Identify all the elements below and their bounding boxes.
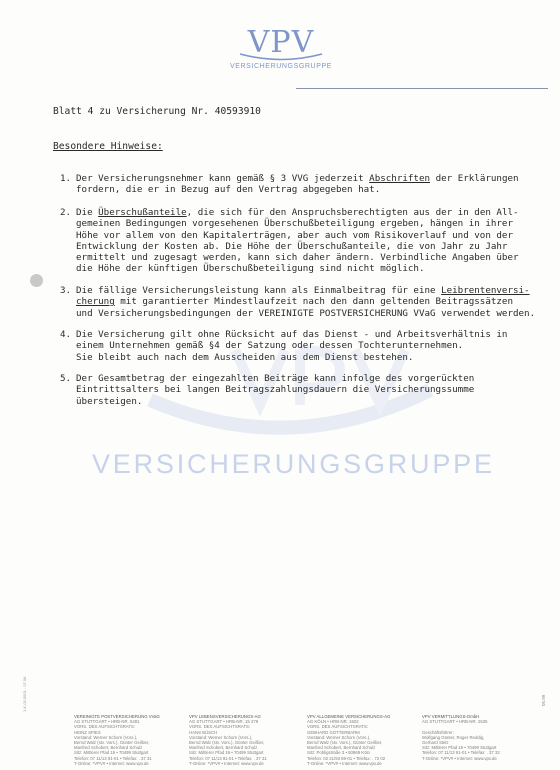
notice-text: die Höhe der künftigen Überschußbeteiligung sind nicht möglich. — [76, 263, 425, 275]
notice-text: Höhe vor allem von den Kapitalerträgen, aber auch vom Risikoverlauf und von der — [76, 229, 513, 241]
notice-line — [76, 296, 530, 307]
notice-line — [76, 307, 536, 319]
notice-text: Die — [76, 207, 99, 218]
footer-line: Sitz: Mittlerer Pfad 19 • 70499 Stuttgart — [422, 745, 497, 751]
notice-number: 3. — [60, 285, 72, 296]
footer-line: HANS BÜSCH — [189, 729, 218, 735]
notice-item — [60, 207, 530, 275]
notice-text: übersteigen. — [76, 395, 143, 407]
notice-line — [76, 230, 530, 241]
notice-number: 1. — [60, 173, 72, 184]
footer-company-name: VPV LEBENSVERSICHERUNGS-AG — [189, 714, 261, 719]
footer-line: AG STUTTGART • HRB-NR. 15 279 — [189, 719, 259, 725]
footer-line: Telefon: 07 11/13 91-01 • Telefax: . 37 31 — [74, 755, 152, 761]
footer-line: Manfred Schobert, Bernhard Schulz — [74, 745, 143, 751]
notice-line — [76, 207, 530, 218]
notice-text: der Erklärungen — [430, 173, 519, 184]
sheet-title: Blatt 4 zu Versicherung Nr. 40593910 — [53, 106, 261, 117]
footer-line: T-Online: *VPV# • Internet: www.vpv.de — [422, 755, 497, 761]
footer-company-column — [189, 714, 299, 766]
notice-text: Die Versicherung gilt ohne Rücksicht auf das Dienst - und Arbeitsverhältnis in — [76, 329, 508, 340]
notice-line — [76, 263, 530, 274]
footer-company-name: VPV VERMITTLUNGS-GmbH — [422, 714, 480, 719]
notice-number: 5. — [60, 373, 72, 384]
notice-item — [60, 329, 530, 363]
footer-company-name: VPV ALLGEMEINE VERSICHERUNGS-AG — [307, 714, 391, 719]
footer-line: GEBHARD GOTTERBARM — [307, 729, 360, 735]
footer-line: Telefon: 02 21/93 69-01 • Telefax: . 72 02 — [307, 755, 386, 761]
footer-line: Vorstand: Werner Schorn (Vors.), — [307, 734, 371, 740]
footer-line: Manfred Schobert, Bernhard Schulz — [189, 745, 258, 751]
notice-text: Der Versicherungsnehmer kann gemäß § 3 VVG jederzeit — [76, 173, 370, 184]
edition-code: 05.99 — [541, 694, 546, 706]
notice-number: 4. — [60, 329, 72, 340]
watermark-text: VERSICHERUNGSGRUPPE — [92, 449, 495, 479]
footer-line: Vorstand: Werner Schorn (Vors.), — [189, 734, 253, 740]
footer-company-name: VEREINIGTE POSTVERSICHERUNG VVaG — [74, 714, 160, 719]
notice-line — [76, 218, 530, 229]
notice-text: und Versicherungsbedingungen der VEREINIGTE POSTVERSICHERUNG VVaG verwendet werden. — [76, 307, 536, 319]
notice-text: gemeinen Bedingungen vorgesehenen Überschußbeteiligung ergeben, hängen in ihrer — [76, 218, 513, 230]
notice-text: mit garantierter Mindestlaufzeit nach den dann geltenden Beitragssätzen — [114, 296, 513, 308]
notice-text: Der Gesamtbetrag der eingezahlten Beiträge kann infolge des vorgerückten — [76, 373, 475, 384]
footer-line: HEINZ SPIES — [74, 729, 101, 735]
notice-text: Sie bleibt auch nach dem Ausscheiden aus dem Dienst bestehen. — [76, 351, 414, 363]
footer-line: Wolfgang Günter, Roger Reddig, — [422, 734, 485, 740]
notice-line — [76, 184, 530, 195]
notice-line — [76, 173, 530, 184]
company-logo — [216, 25, 346, 70]
notice-text: , die sich für den Anspruchsberechtigten aus der in den All- — [186, 207, 519, 218]
notice-text: ermittelt und zugesagt werden, kann sich daher ändern. Verbindliche Angaben über — [76, 252, 519, 264]
footer-line: Manfred Schobert, Bernhard Schulz — [307, 745, 376, 751]
notice-item — [60, 373, 530, 407]
underlined-term: Überschußanteile — [98, 207, 187, 218]
notice-text: einem Unternehmen gemäß §4 der Satzung oder dessen Tochterunternehmen. — [76, 340, 464, 352]
notice-line — [76, 373, 530, 384]
notice-item — [60, 173, 530, 196]
footer-line: AG STUTTGART • HRB-NR. 2635 — [422, 719, 488, 725]
footer-line: Bernd Walz (stv. Vors.), Günter Geißler, — [189, 740, 265, 746]
underlined-term: Leibrentenversi- — [441, 285, 530, 296]
notice-line — [76, 285, 530, 296]
footer-line: AG KÖLN • HRB-NR. 1502 — [307, 719, 359, 725]
footer-line: AG STUTTGART • HRB-NR. 5491 — [74, 719, 140, 725]
notice-line — [76, 352, 530, 363]
notice-line — [76, 396, 530, 407]
notice-line — [76, 384, 530, 395]
notice-item — [60, 285, 536, 319]
notice-text: fordern, die er in Bezug auf den Vertrag abgegeben hat. — [76, 184, 381, 196]
punch-hole — [30, 274, 43, 287]
footer-line: Telefon: 07 11/13 91-01 • Telefax: . 37 31 — [189, 755, 267, 761]
notice-line — [76, 252, 530, 263]
footer-line: Bernd Walz (stv. Vors.), Günter Geißler, — [307, 740, 383, 746]
footer-company-column — [422, 714, 532, 761]
footer-line: Sitz: Mittlerer Pfad 19 • 70499 Stuttgart — [74, 750, 149, 756]
footer-line: Vorstand: Werner Schorn (Vors.), — [74, 734, 138, 740]
footer-line: T-Online: *VPV# • Internet: www.vpv.de — [74, 760, 149, 766]
footer-company-column — [307, 714, 417, 766]
footer-line: VORS. DES AUFSICHTSRATS: — [74, 724, 136, 730]
footer-line: T-Online: *VPV# • Internet: www.vpv.de — [189, 760, 264, 766]
notice-line — [76, 329, 530, 340]
notice-text: Entwicklung der Kosten ab. Die Höhe der Überschußanteile, die von Jahr zu Jahr — [76, 240, 508, 252]
logo-mark: VPV — [247, 25, 315, 60]
footer-line: Bernd Walz (stv. Vors.), Günter Geißler, — [74, 740, 150, 746]
footer-company-column — [74, 714, 184, 766]
header-rule — [296, 88, 548, 89]
notice-text: Eintrittsalters bei langen Beitragszahlungsdauern die Versicherungssumme — [76, 384, 475, 396]
underlined-term: cherung — [76, 296, 115, 308]
footer-line: Gerhard Stelz — [422, 740, 449, 746]
footer-line: VORS. DES AUFSICHTSRATS: — [189, 724, 251, 730]
notice-line — [76, 340, 530, 351]
footer-line: VORS. DES AUFSICHTSRATS: — [307, 724, 369, 730]
notice-number: 2. — [60, 207, 72, 218]
footer-line: Sitz: Pohligstraße 3 • 50969 Köln — [307, 750, 370, 756]
underlined-term: Abschriften — [369, 173, 431, 184]
form-code: 1.K-03.0001 · 07.98 — [22, 676, 27, 712]
footer-line: Sitz: Mittlerer Pfad 19 • 70499 Stuttgart — [189, 750, 264, 756]
notice-text: Die fällige Versicherungsleistung kann als Einmalbeitrag für eine — [76, 285, 442, 296]
footer-line: Geschäftsführer: — [422, 729, 454, 735]
footer-line: T-Online: *VPV# • Internet: www.vpv.de — [307, 760, 382, 766]
footer-line: Telefon: 07 11/13 91-01 • Telefax: . 37 32 — [422, 750, 500, 756]
section-heading: Besondere Hinweise: — [53, 141, 163, 152]
notice-line — [76, 241, 530, 252]
logo-subtitle: VERSICHERUNGSGRUPPE — [229, 63, 333, 70]
